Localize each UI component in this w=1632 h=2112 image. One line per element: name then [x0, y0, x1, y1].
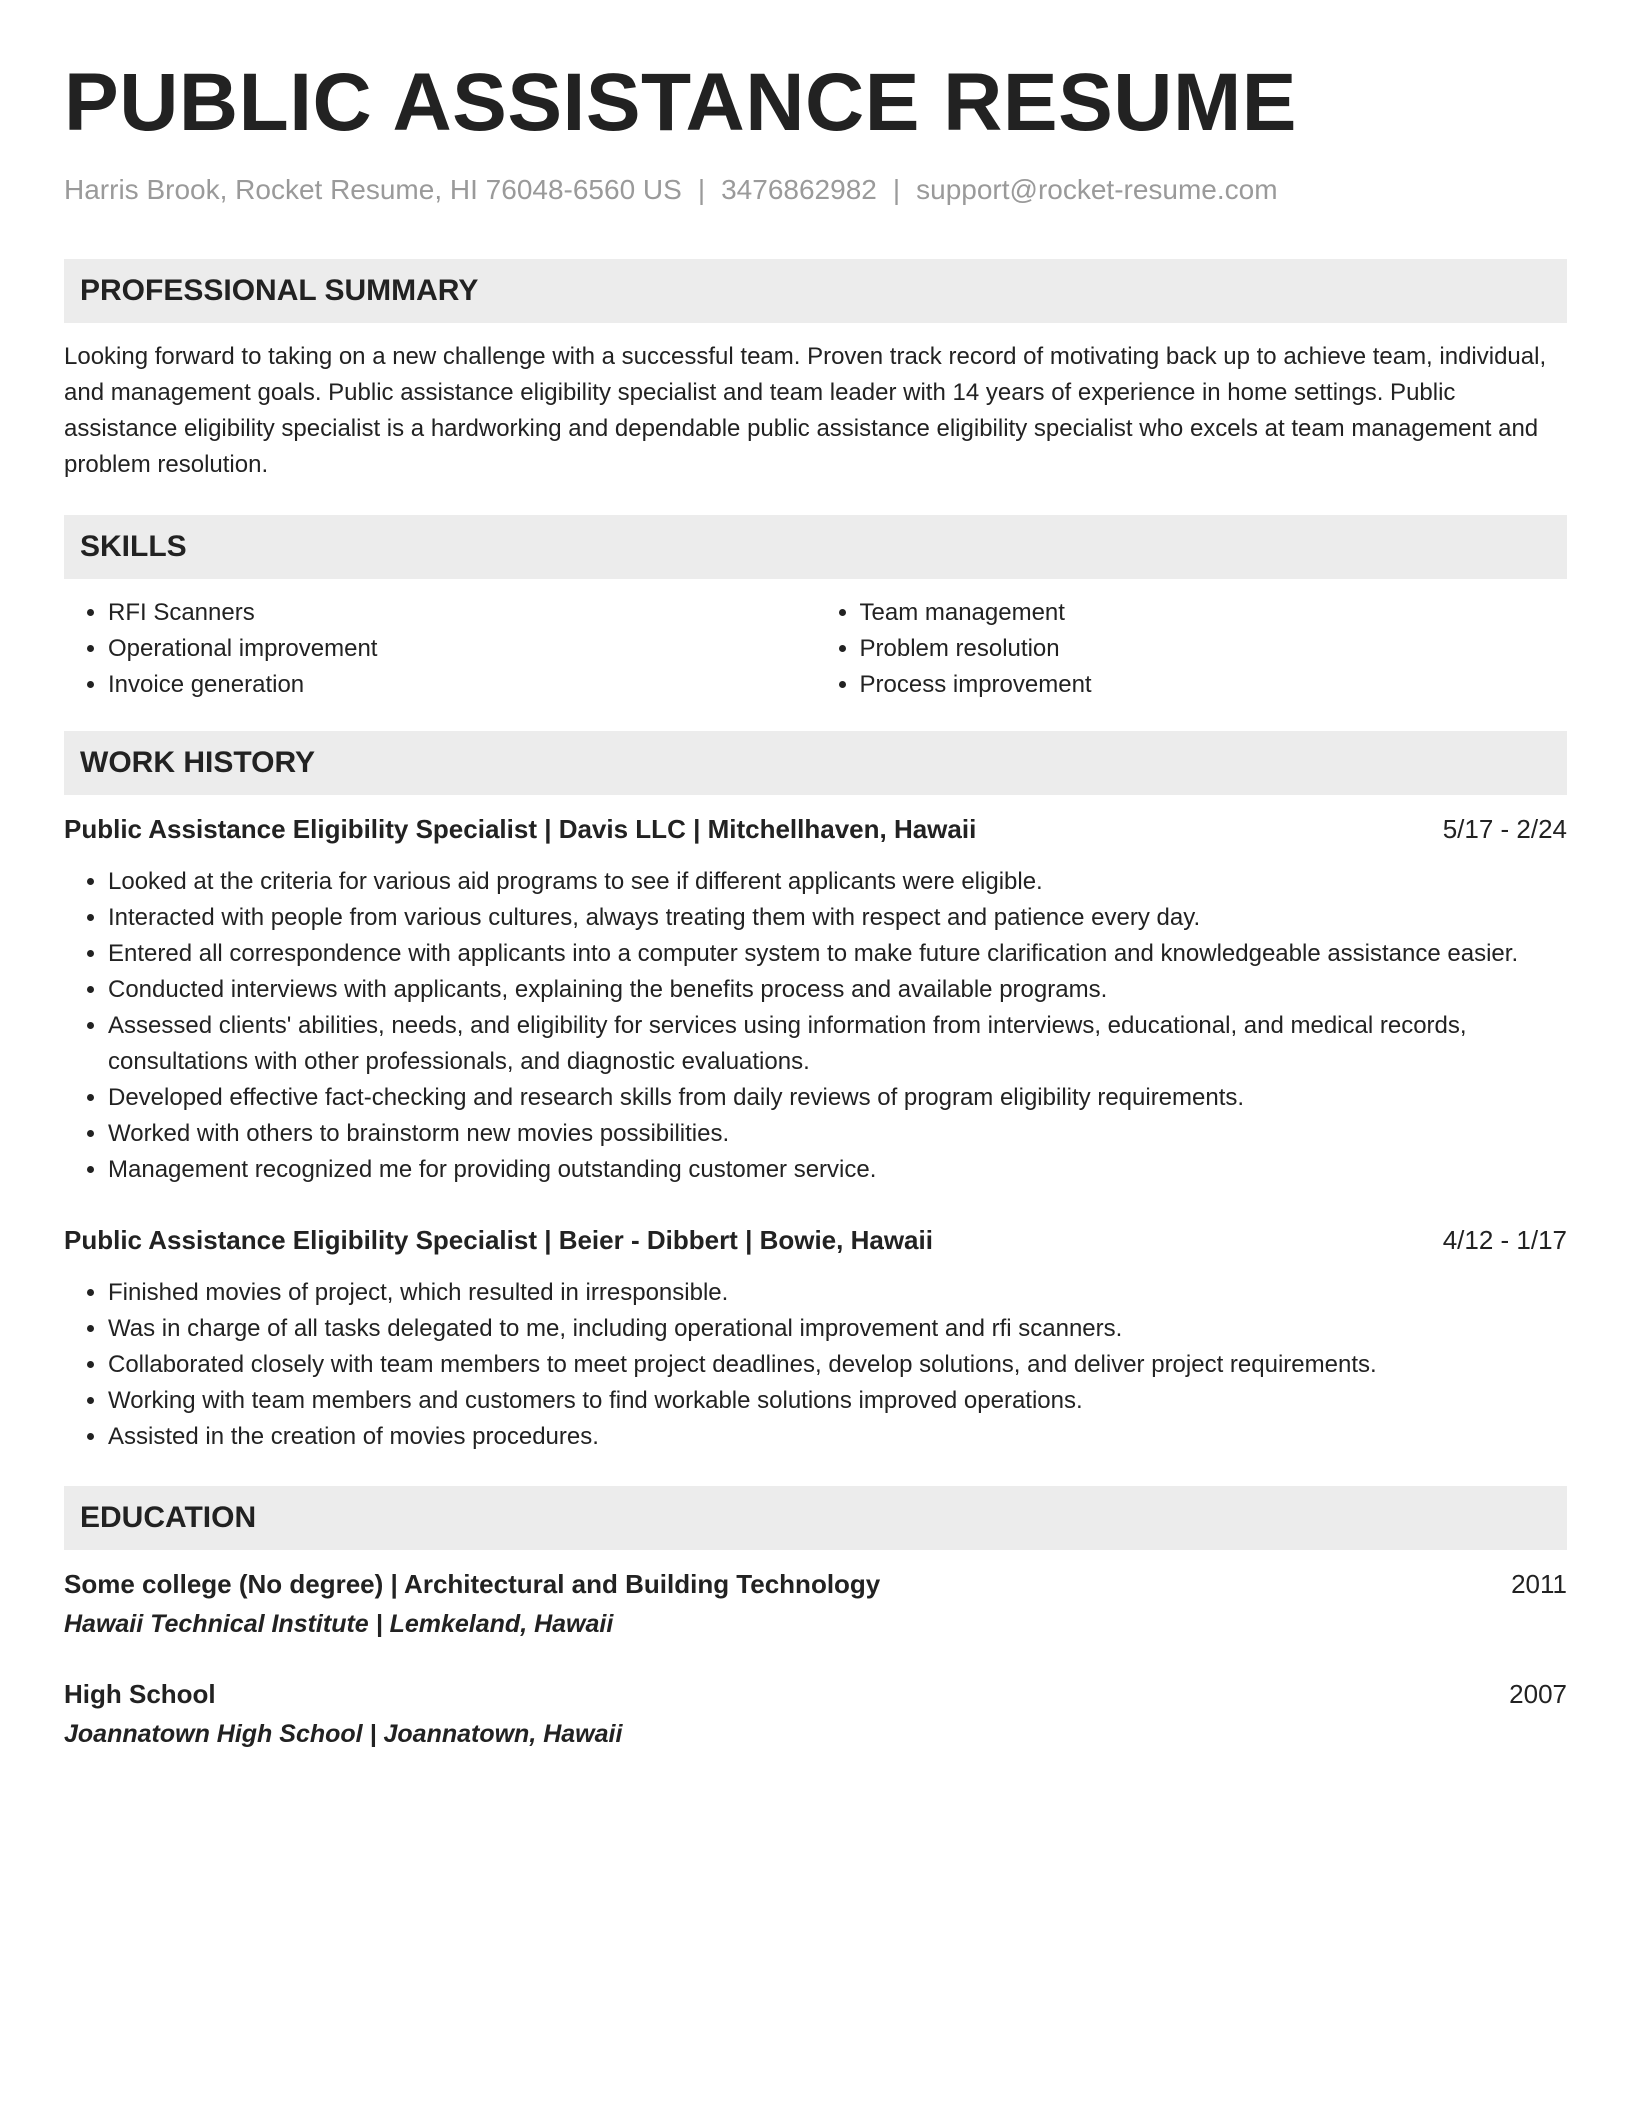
job-bullet: • Looked at the criteria for various aid programs to see if different applicants were eligible.	[108, 864, 1567, 900]
job-header	[64, 811, 1567, 847]
job-bullet: • Developed effective fact-checking and research skills from daily reviews of program eligibility requirements.	[108, 1080, 1567, 1116]
education-header	[64, 1566, 1567, 1602]
skills-list	[64, 595, 1567, 703]
education-school: Hawaii Technical Institute | Lemkeland, Hawaii	[64, 1610, 614, 1638]
job-bullet: • Interacted with people from various cultures, always treating them with respect and patience every day.	[108, 900, 1567, 936]
summary-text: Looking forward to taking on a new challenge with a successful team. Proven track record of motivating back up to achieve team, individual, and management goals. Public assistance eligibility specialist and team leader with 14 years of experience in home settings. Public assistance eligibility specialist is a hardworking and dependable public assistance eligibility specialist who excels at team management and problem resolution.	[64, 343, 1547, 478]
section-header-work: WORK HISTORY	[64, 731, 1567, 795]
skill-item: • Operational improvement	[108, 631, 816, 667]
job-bullet: • Management recognized me for providing outstanding customer service.	[108, 1152, 1567, 1188]
job-bullets	[64, 1275, 1567, 1455]
skill-item: • Invoice generation	[108, 667, 816, 703]
job-header	[64, 1222, 1567, 1258]
skill-item: • Team management	[860, 595, 1568, 631]
education-year: 2007	[1509, 1679, 1567, 1709]
job-bullets	[64, 864, 1567, 1188]
job-bullet: • Finished movies of project, which resulted in irresponsible.	[108, 1275, 1567, 1311]
contact-phone: 3476862982	[721, 174, 877, 205]
skill-item: • Problem resolution	[860, 631, 1568, 667]
contact-email: support@rocket-resume.com	[916, 174, 1278, 205]
education-year: 2011	[1511, 1569, 1567, 1599]
section-header-skills: SKILLS	[64, 515, 1567, 579]
section-header-education: EDUCATION	[64, 1486, 1567, 1550]
resume-page	[64, 0, 1567, 1752]
skills-column-right	[816, 595, 1568, 703]
contact-line	[64, 172, 1567, 208]
contact-separator: |	[697, 174, 706, 205]
job-bullet: • Collaborated closely with team members to meet project deadlines, develop solutions, and deliver project requirements.	[108, 1347, 1567, 1383]
resume-title: PUBLIC ASSISTANCE RESUME	[64, 57, 1297, 148]
job-bullet: • Assessed clients' abilities, needs, and eligibility for services using information from interviews, educational, and medical records, consultations with other professionals, and diagnostic evaluations.	[108, 1008, 1567, 1080]
job-bullet: • Working with team members and customers to find workable solutions improved operations.	[108, 1383, 1567, 1419]
contact-separator: |	[892, 174, 901, 205]
education-school: Joannatown High School | Joannatown, Hawaii	[64, 1720, 623, 1748]
education-header	[64, 1676, 1567, 1712]
contact-address: Harris Brook, Rocket Resume, HI 76048-6560 US	[64, 174, 682, 205]
skill-item: • Process improvement	[860, 667, 1568, 703]
job-date: 5/17 - 2/24	[1442, 814, 1567, 844]
job-bullet: • Entered all correspondence with applicants into a computer system to make future clarification and knowledgeable assistance easier.	[108, 936, 1567, 972]
job-bullet: • Worked with others to brainstorm new movies possibilities.	[108, 1116, 1567, 1152]
skills-column-left	[64, 595, 816, 703]
section-header-summary: PROFESSIONAL SUMMARY	[64, 259, 1567, 323]
education-degree: High School	[64, 1679, 216, 1709]
job-bullet: • Was in charge of all tasks delegated to me, including operational improvement and rfi scanners.	[108, 1311, 1567, 1347]
job-date: 4/12 - 1/17	[1442, 1225, 1567, 1255]
job-bullet: • Assisted in the creation of movies procedures.	[108, 1419, 1567, 1455]
education-degree: Some college (No degree) | Architectural and Building Technology	[64, 1569, 881, 1599]
job-bullet: • Conducted interviews with applicants, explaining the benefits process and available programs.	[108, 972, 1567, 1008]
job-title: Public Assistance Eligibility Specialist | Beier - Dibbert | Bowie, Hawaii	[64, 1225, 933, 1255]
job-title: Public Assistance Eligibility Specialist | Davis LLC | Mitchellhaven, Hawaii	[64, 814, 977, 844]
skill-item: • RFI Scanners	[108, 595, 816, 631]
